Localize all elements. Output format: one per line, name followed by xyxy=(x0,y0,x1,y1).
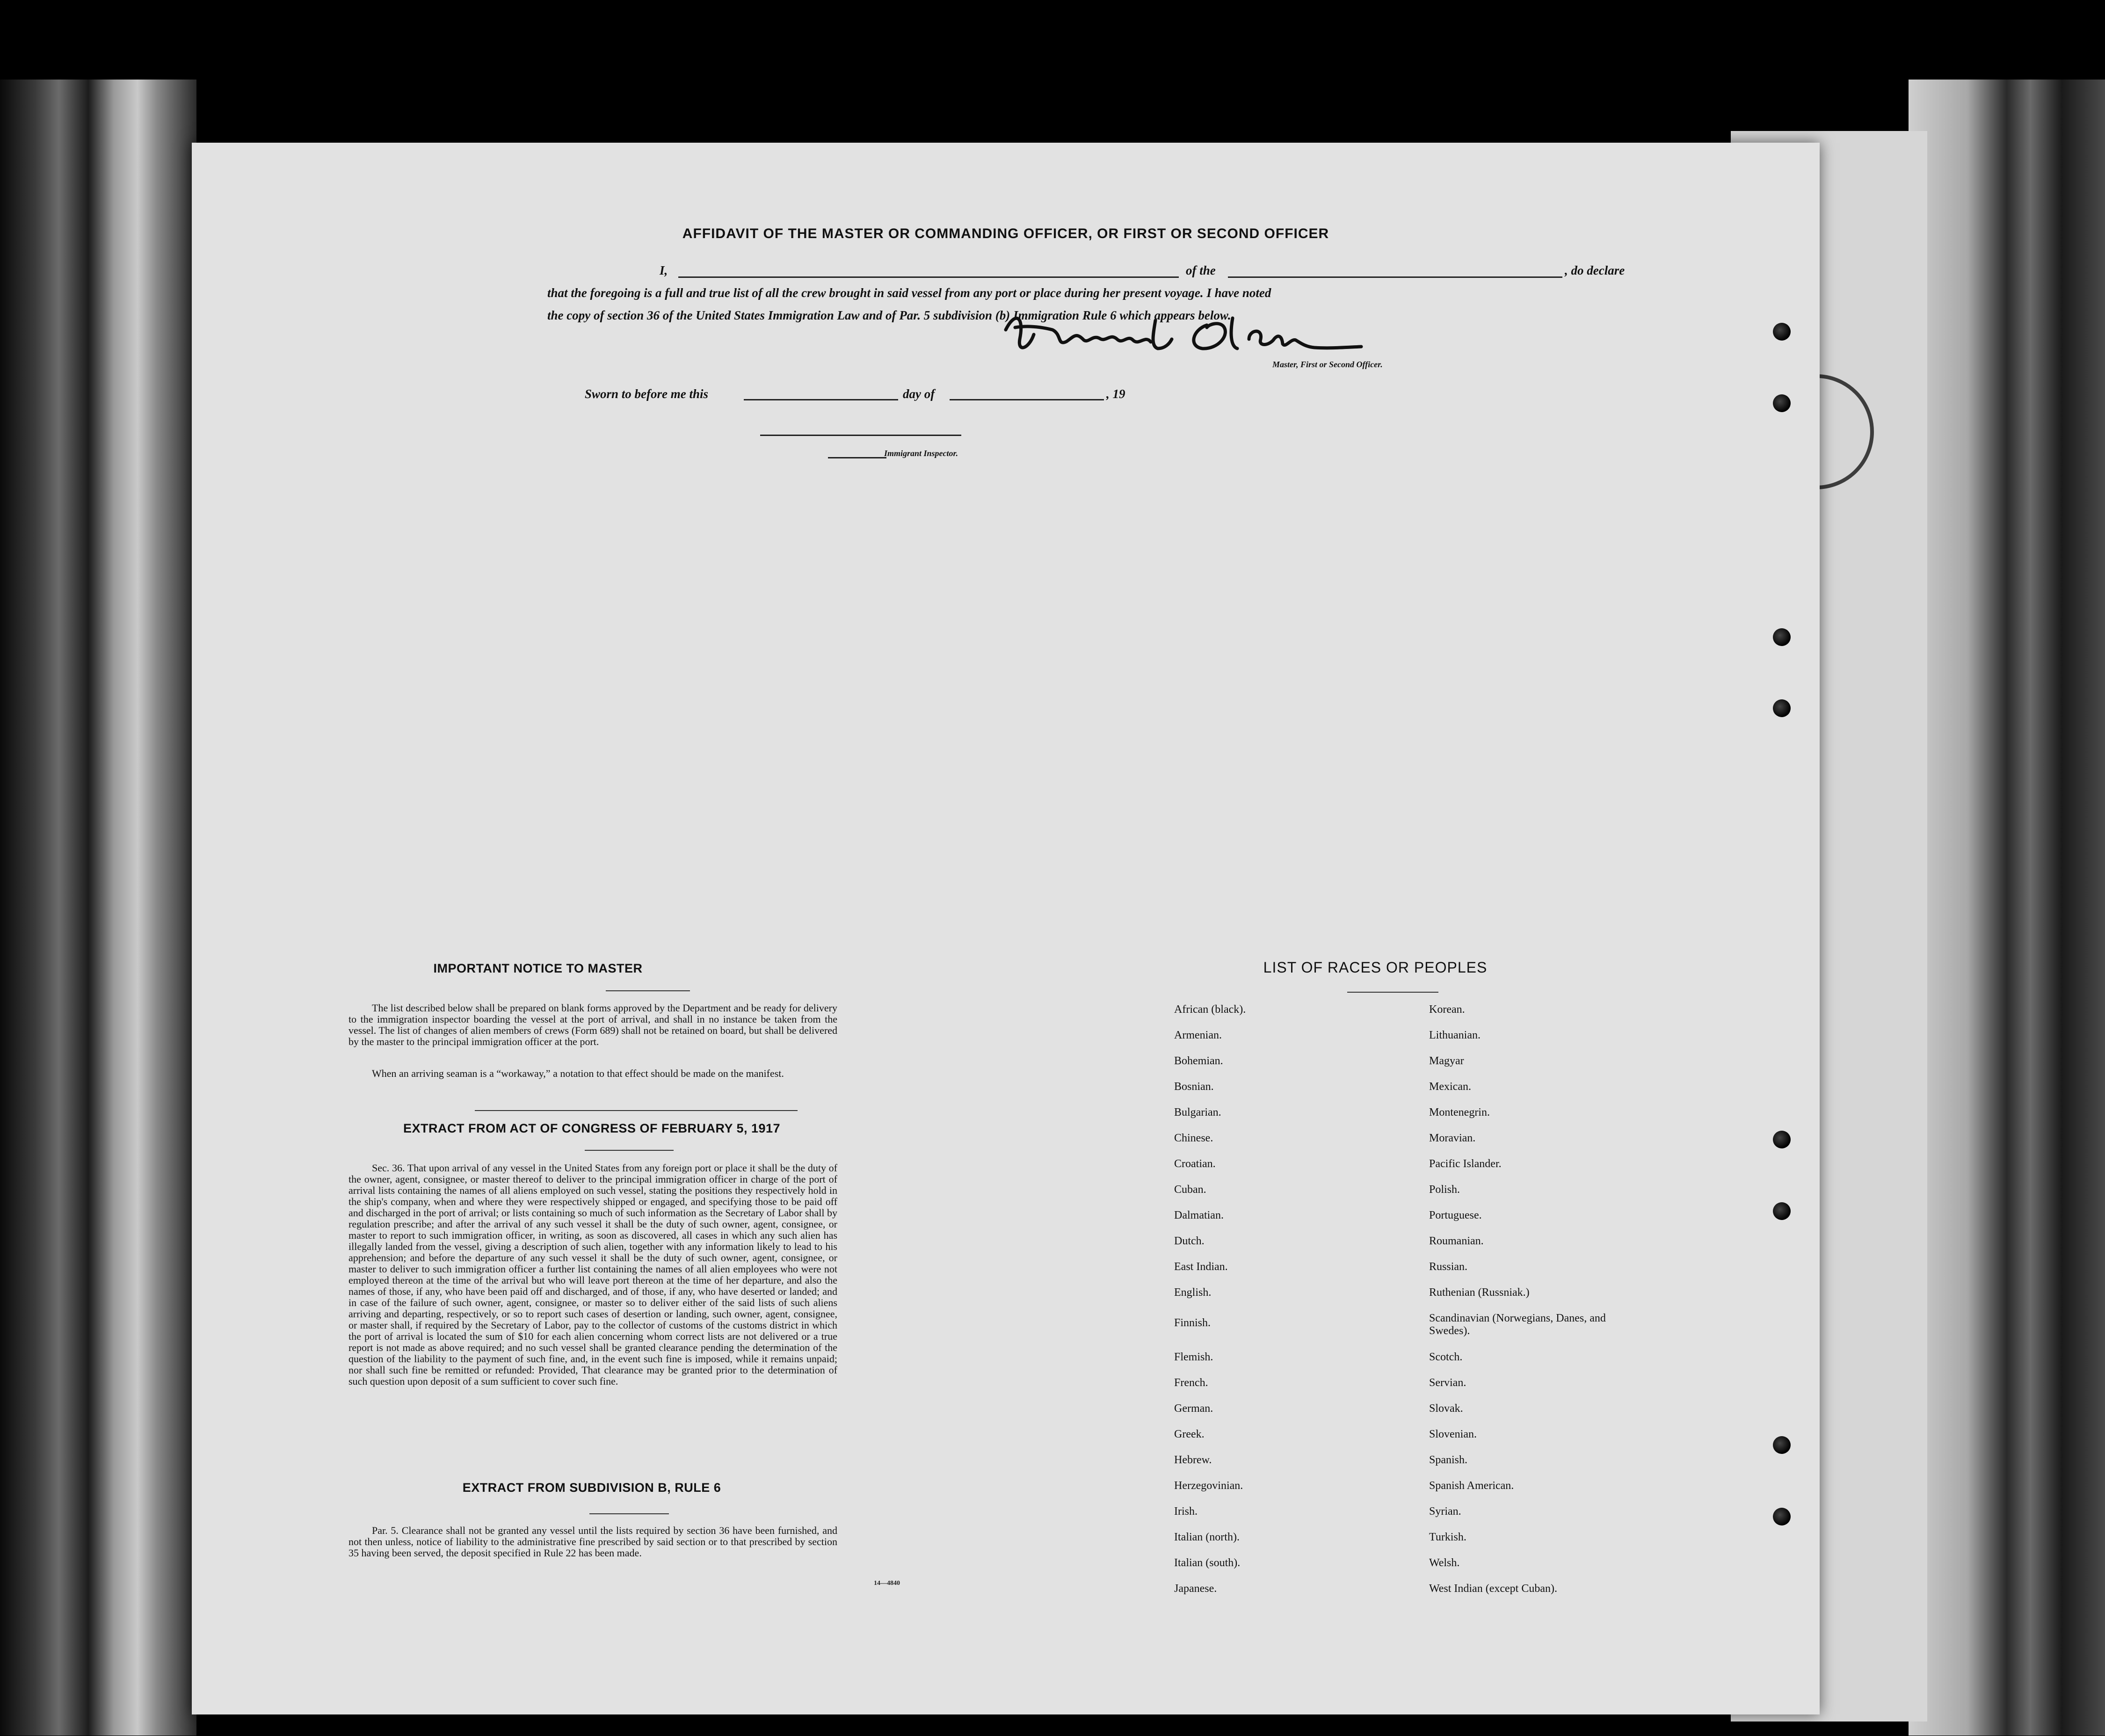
list-item: Irish. xyxy=(1174,1505,1198,1518)
list-item: Herzegovinian. xyxy=(1174,1480,1243,1492)
list-item: African (black). xyxy=(1174,1003,1246,1016)
affidavit-title: AFFIDAVIT OF THE MASTER OR COMMANDING OFFICER, OR FIRST OR SECOND OFFICER xyxy=(682,226,1329,241)
punch-hole xyxy=(1773,1202,1791,1220)
handwritten-signature xyxy=(987,302,1408,363)
list-item: Welsh. xyxy=(1429,1557,1460,1569)
punch-hole xyxy=(1773,323,1791,341)
list-item: Italian (north). xyxy=(1174,1531,1240,1543)
list-item: Cuban. xyxy=(1174,1184,1206,1196)
extract-rule-title: EXTRACT FROM SUBDIVISION B, RULE 6 xyxy=(462,1481,721,1495)
vessel-blank xyxy=(1228,276,1562,278)
list-item: Korean. xyxy=(1429,1003,1465,1016)
list-item: Montenegrin. xyxy=(1429,1106,1490,1119)
sworn-month-blank xyxy=(950,399,1104,400)
list-item: French. xyxy=(1174,1377,1208,1389)
document-page xyxy=(192,143,1820,1714)
list-item: Polish. xyxy=(1429,1184,1460,1196)
list-item: East Indian. xyxy=(1174,1261,1228,1273)
film-border-left xyxy=(0,80,196,1736)
affidavit-declare-label: , do declare xyxy=(1565,263,1625,277)
list-item: Greek. xyxy=(1174,1428,1205,1440)
signature-caption: Master, First or Second Officer. xyxy=(1272,360,1383,369)
sworn-prefix: Sworn to before me this xyxy=(585,387,709,401)
list-item: Portuguese. xyxy=(1429,1209,1482,1221)
name-blank xyxy=(678,276,1179,278)
list-item: Roumanian. xyxy=(1429,1235,1484,1247)
list-item: Spanish. xyxy=(1429,1454,1468,1466)
punch-hole xyxy=(1773,699,1791,717)
list-item: Lithuanian. xyxy=(1429,1029,1481,1041)
list-item: German. xyxy=(1174,1402,1213,1415)
sworn-day-label: day of xyxy=(903,387,935,401)
notice-title: IMPORTANT NOTICE TO MASTER xyxy=(433,961,643,975)
film-border-right xyxy=(1909,80,2105,1736)
list-item: Chinese. xyxy=(1174,1132,1213,1144)
list-item: Croatian. xyxy=(1174,1158,1216,1170)
list-item: Syrian. xyxy=(1429,1505,1461,1518)
affidavit-i-label: I, xyxy=(660,263,668,277)
list-item: Magyar xyxy=(1429,1055,1464,1067)
list-item: Moravian. xyxy=(1429,1132,1476,1144)
extract-rule-text: Par. 5. Clearance shall not be granted any vessel until the lists required by section 36 have been furnished, and not then unless, notice of liability to the administrative fine prescribed by said section or to that prescribed by section 35 having been served, the deposit specified in Rule 22 has been made. xyxy=(348,1525,837,1559)
list-item: Dalmatian. xyxy=(1174,1209,1224,1221)
list-item: Finnish. xyxy=(1174,1317,1211,1329)
form-number: 14—4840 xyxy=(874,1580,900,1587)
list-item: Italian (south). xyxy=(1174,1557,1241,1569)
inspector-caption: Immigrant Inspector. xyxy=(884,449,958,458)
sworn-year-label: , 19 xyxy=(1106,387,1125,401)
list-item: Dutch. xyxy=(1174,1235,1205,1247)
extract-act-rule xyxy=(585,1150,674,1151)
list-item: Turkish. xyxy=(1429,1531,1466,1543)
affidavit-line-3: the copy of section 36 of the United States Immigration Law and of Par. 5 subdivision (b) Immigration Rule 6 which appears below. xyxy=(547,308,1231,322)
punch-hole xyxy=(1773,1508,1791,1525)
affidavit-of-the-label: of the xyxy=(1186,263,1216,277)
list-item: Armenian. xyxy=(1174,1029,1222,1041)
punch-hole xyxy=(1773,394,1791,412)
notice-paragraph-2: When an arriving seaman is a “workaway,” a notation to that effect should be made on the manifest. xyxy=(372,1068,784,1079)
inspector-signature-line xyxy=(760,435,961,436)
list-item: West Indian (except Cuban). xyxy=(1429,1583,1557,1595)
list-item: Japanese. xyxy=(1174,1583,1217,1595)
list-item: Spanish American. xyxy=(1429,1480,1514,1492)
list-item: Ruthenian (Russniak.) xyxy=(1429,1286,1530,1299)
extract-act-title: EXTRACT FROM ACT OF CONGRESS OF FEBRUARY 5, 1917 xyxy=(403,1121,781,1135)
races-title: LIST OF RACES OR PEOPLES xyxy=(1263,959,1488,976)
affidavit-line-2: that the foregoing is a full and true list of all the crew brought in said vessel from any port or place during her present voyage. I have noted xyxy=(547,286,1271,300)
list-item: Bulgarian. xyxy=(1174,1106,1221,1119)
sworn-date-blank xyxy=(744,399,898,400)
extract-act-text: Sec. 36. That upon arrival of any vessel in the United States from any foreign port or place it shall be the duty of the owner, agent, consignee, or master thereof to deliver to the principal immigration officer in charge of the port of arrival lists containing the names of all aliens employed on such vessel, stating the positions they respectively hold in the ship's company, when and where they were respectively shipped or engaged, and specifying those to be paid off and discharged in the port of arrival; or lists containing so much of such information as the Secretary of Labor shall by regulation prescribe; and after the arrival of any such vessel it shall be the duty of such owner, agent, consignee, or master to report to such immigration officer, in writing, as soon as discovered, all cases in which any such alien has illegally landed from the vessel, giving a description of such alien, together with any information likely to lead to his apprehension; and before the departure of any such vessel it shall be the duty of such owner, agent, consignee, or master to deliver to such immigration officer a further list containing the names of all alien employees who were not employed thereon at the time of the arrival but who will leave port thereon at the time of her departure, and also the names of those, if any, who have been paid off and discharged, and of those, if any, who have deserted or landed; and in case of the failure of such owner, agent, consignee, or master so to deliver either of the said lists of such aliens arriving and departing, respectively, or so to report such cases of desertion or landing, such owner, agent, consignee, or master shall, if required by the Secretary of Labor, pay to the collector of customs of the customs district in which the port of arrival is located the sum of $10 for each alien concerning whom correct lists are not delivered or a true report is not made as above required; and no such vessel shall be granted clearance pending the determination of the question of the liability to the payment of such fine, and, in the event such fine is imposed, while it remains unpaid; nor shall such fine be remitted or refunded: Provided, That clearance may be granted prior to the determination of such question upon deposit of a sum sufficient to cover such fine. xyxy=(348,1162,837,1387)
inspector-name-blank xyxy=(828,457,886,458)
punch-hole xyxy=(1773,1131,1791,1148)
punch-hole xyxy=(1773,1436,1791,1454)
list-item: Slovak. xyxy=(1429,1402,1463,1415)
section-divider-1 xyxy=(475,1110,798,1111)
extract-rule-rule xyxy=(589,1513,669,1514)
notice-rule xyxy=(606,990,690,991)
list-item: Mexican. xyxy=(1429,1081,1471,1093)
list-item: English. xyxy=(1174,1286,1212,1299)
list-item: Scotch. xyxy=(1429,1351,1463,1363)
notice-paragraph-1: The list described below shall be prepared on blank forms approved by the Department and be ready for delivery to the immigration inspector boarding the vessel at the port of arrival, and shall in no instance be taken from the vessel. The list of changes of alien members of crews (Form 689) shall not be retained on board, but shall be delivered by the master to the principal immigration officer at the port. xyxy=(348,1002,837,1047)
list-item: Bohemian. xyxy=(1174,1055,1223,1067)
list-item: Pacific Islander. xyxy=(1429,1158,1502,1170)
list-item: Flemish. xyxy=(1174,1351,1213,1363)
list-item: Servian. xyxy=(1429,1377,1466,1389)
list-item: Scandinavian (Norwegians, Danes, and Swedes). xyxy=(1429,1312,1606,1337)
list-item: Slovenian. xyxy=(1429,1428,1477,1440)
races-rule xyxy=(1347,992,1438,993)
punch-hole xyxy=(1773,628,1791,646)
list-item: Russian. xyxy=(1429,1261,1468,1273)
list-item: Bosnian. xyxy=(1174,1081,1214,1093)
list-item: Hebrew. xyxy=(1174,1454,1212,1466)
